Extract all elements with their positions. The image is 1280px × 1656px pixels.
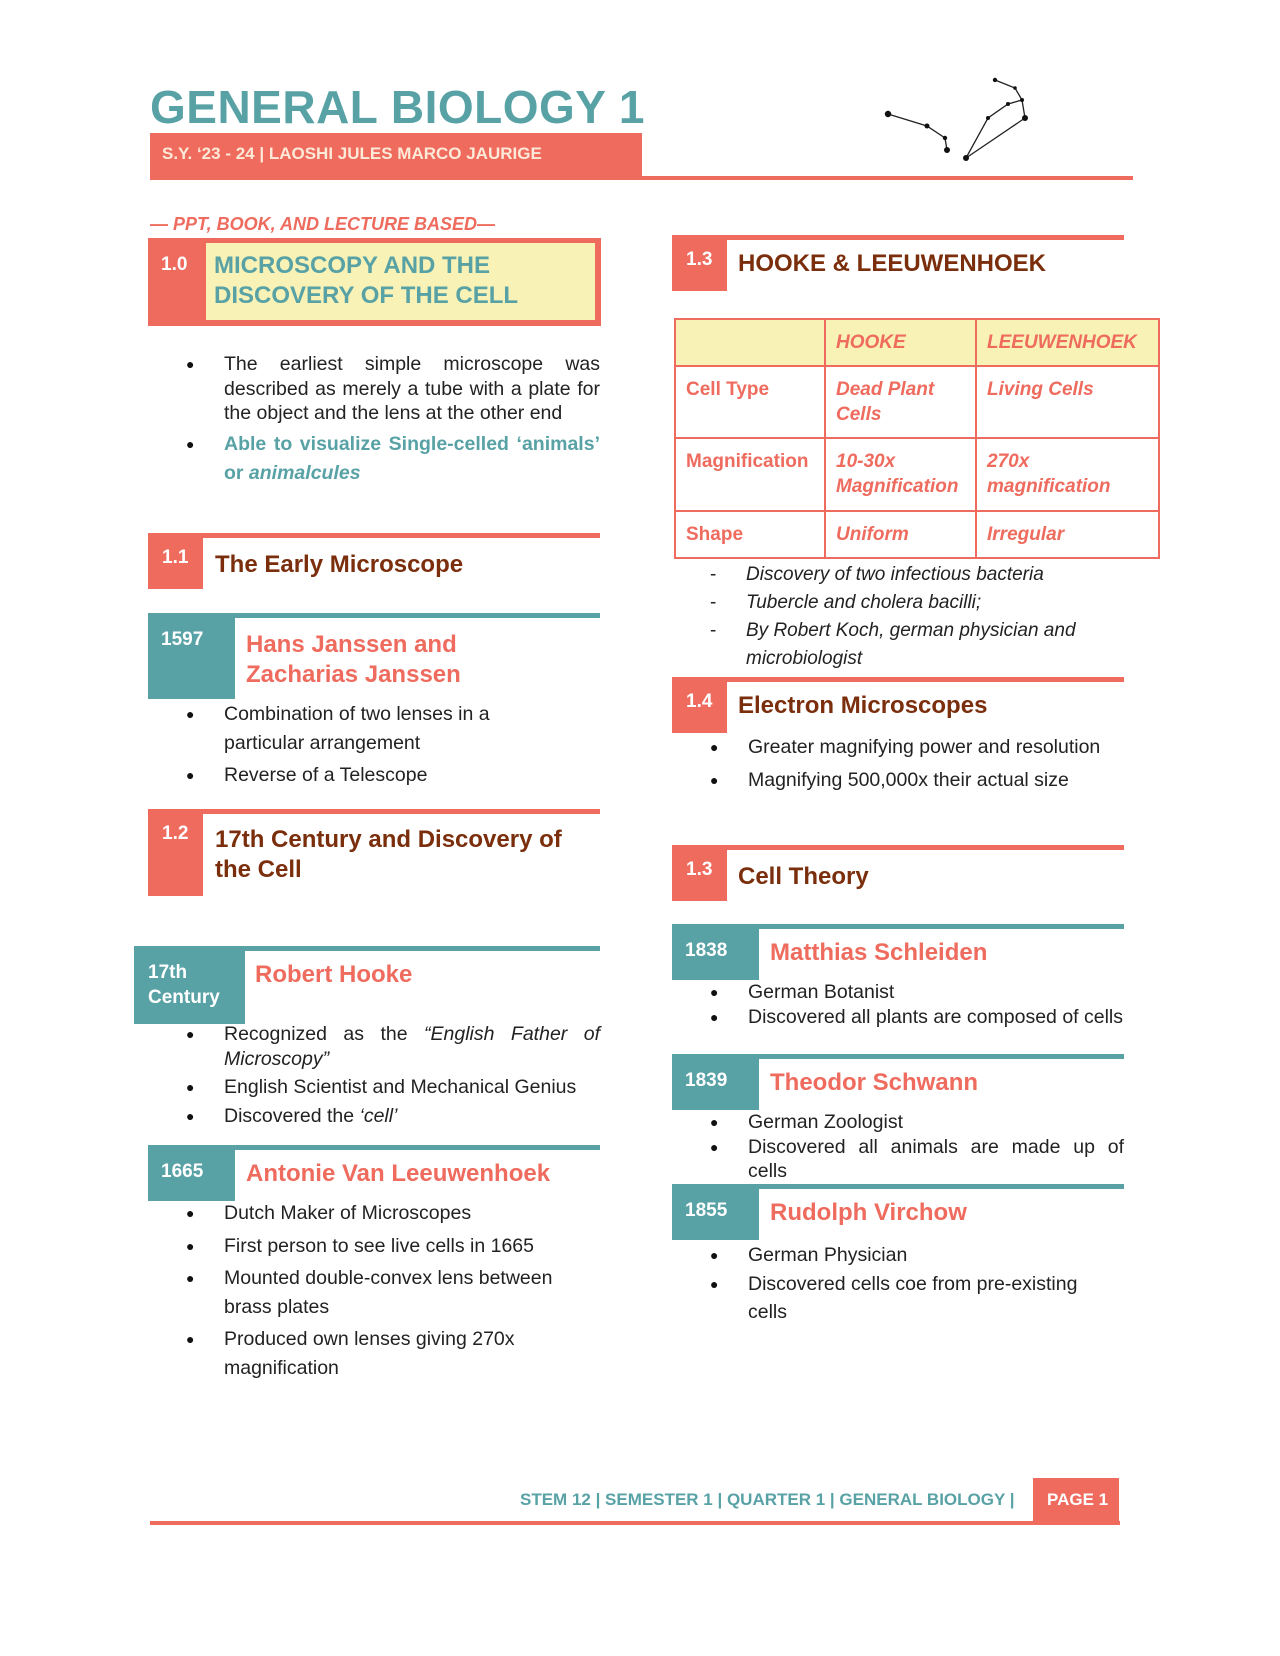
- section-number: 1.4: [672, 677, 727, 733]
- page-title: GENERAL BIOLOGY 1: [150, 81, 646, 133]
- list-item: ● Reverse of a Telescope: [186, 761, 516, 790]
- list-item: ● Discovered cells coe from pre-existing cells: [710, 1270, 1110, 1327]
- section-1-2-header: [148, 809, 600, 896]
- year-badge: 1597: [148, 613, 235, 699]
- list-item: ● English Scientist and Mechanical Genius: [186, 1075, 600, 1100]
- hooke-bullets: [186, 1022, 600, 1132]
- list-item: ● Produced own lenses giving 270x magnification: [186, 1325, 566, 1382]
- person-name: Rudolph Virchow: [770, 1199, 967, 1226]
- list-item: ● Mounted double-convex lens between brass plates: [186, 1264, 566, 1321]
- person-name: Antonie Van Leeuwenhoek: [246, 1160, 551, 1187]
- list-item: ● Discovered the ‘cell’: [186, 1104, 600, 1129]
- list-item: ● Dutch Maker of Microscopes: [186, 1199, 566, 1228]
- constellation-icon: [880, 74, 1060, 174]
- schwann-bullets: [710, 1110, 1124, 1188]
- list-item: ● Discovered all plants are composed of cells: [710, 1005, 1124, 1030]
- list-item: ● Discovered all animals are made up of cells: [710, 1135, 1124, 1184]
- person-header-janssen: [148, 613, 600, 699]
- table-header-cell: [675, 319, 825, 366]
- table-header-row: [675, 319, 1159, 366]
- section-1-4-header: [672, 677, 1124, 733]
- table-cell: Uniform: [825, 511, 976, 558]
- list-item: ● Able to visualize Single-celled ‘animals’ or animalcules: [186, 430, 600, 488]
- person-name: Robert Hooke: [255, 961, 413, 988]
- list-item: ● Recognized as the “English Father of Microscopy”: [186, 1022, 600, 1071]
- table-row: [675, 366, 1159, 438]
- source-note: — PPT, BOOK, AND LECTURE BASED—: [150, 214, 496, 234]
- virchow-bullets: [710, 1241, 1110, 1331]
- school-year-banner: S.Y. ‘23 - 24 | LAOSHI JULES MARCO JAURIGE: [150, 133, 642, 177]
- list-item: ● German Botanist: [710, 980, 1124, 1005]
- section-title: Electron Microscopes: [738, 692, 988, 719]
- schleiden-bullets: [710, 980, 1124, 1033]
- table-cell: Irregular: [976, 511, 1159, 558]
- table-row: [675, 511, 1159, 558]
- year-badge: 1665: [148, 1145, 235, 1201]
- table-header-cell: HOOKE: [825, 319, 976, 366]
- section-1-3-cell-theory-header: [672, 845, 1124, 901]
- header-divider: [150, 176, 1133, 180]
- list-item: ● German Zoologist: [710, 1110, 1124, 1135]
- person-name: Matthias Schleiden: [770, 939, 988, 966]
- comparison-table: [674, 318, 1160, 559]
- list-item: ● The earliest simple microscope was described as merely a tube with a plate for the object and the lens at the other end: [186, 352, 600, 426]
- year-badge: 1855: [672, 1184, 759, 1240]
- section-1-1-header: [148, 533, 600, 589]
- table-cell: Living Cells: [976, 366, 1159, 438]
- person-header-hooke: [134, 946, 600, 1024]
- section-number: 1.3: [672, 845, 727, 901]
- section-number: 1.2: [148, 809, 203, 896]
- page-number-badge: PAGE 1: [1033, 1478, 1119, 1524]
- list-item: ● Magnifying 500,000x their actual size: [710, 766, 1110, 795]
- section-title: Cell Theory: [738, 863, 869, 890]
- person-header-leeuwenhoek: [148, 1145, 600, 1201]
- list-item: ● German Physician: [710, 1241, 1110, 1270]
- list-item: - By Robert Koch, german physician and microbiologist: [710, 617, 1110, 673]
- section-title: The Early Microscope: [215, 551, 464, 578]
- section-number: 1.1: [148, 533, 203, 589]
- list-item: - Discovery of two infectious bacteria: [710, 561, 1110, 589]
- list-item: ● First person to see live cells in 1665: [186, 1232, 566, 1261]
- person-header-schleiden: [672, 924, 1124, 980]
- section-1-0-bullets: [186, 352, 600, 492]
- table-cell: Cell Type: [675, 366, 825, 438]
- table-cell: Shape: [675, 511, 825, 558]
- table-header-cell: LEEUWENHOEK: [976, 319, 1159, 366]
- leeuwenhoek-bullets: [186, 1199, 566, 1386]
- section-number: 1.3: [672, 235, 727, 291]
- table-row: [675, 438, 1159, 511]
- table-cell: 270x magnification: [976, 438, 1159, 511]
- section-title: MICROSCOPY AND THE DISCOVERY OF THE CELL: [214, 252, 519, 309]
- electron-microscope-bullets: [710, 733, 1110, 798]
- year-badge: 1838: [672, 924, 759, 980]
- list-item: ● Greater magnifying power and resolution: [710, 733, 1110, 762]
- section-title: 17th Century and Discovery of the Cell: [215, 826, 562, 883]
- table-cell: 10-30x Magnification: [825, 438, 976, 511]
- section-1-0-header: [148, 238, 601, 326]
- year-badge: 17th Century: [134, 946, 245, 1024]
- list-item: - Tubercle and cholera bacilli;: [710, 589, 1110, 617]
- person-name: Theodor Schwann: [770, 1069, 979, 1096]
- year-badge: 1839: [672, 1054, 759, 1110]
- table-cell: Dead Plant Cells: [825, 366, 976, 438]
- person-header-schwann: [672, 1054, 1124, 1110]
- section-title: HOOKE & LEEUWENHOEK: [738, 250, 1047, 277]
- section-1-3-hooke-leeuwenhoek-header: [672, 235, 1124, 291]
- koch-notes: [710, 561, 1110, 673]
- person-name: Hans Janssen and Zacharias Janssen: [246, 631, 461, 688]
- footer-course-info: STEM 12 | SEMESTER 1 | QUARTER 1 | GENERAL BIOLOGY |: [520, 1490, 1015, 1509]
- janssen-bullets: [186, 700, 516, 794]
- footer-divider: [150, 1521, 1120, 1525]
- list-item: ● Combination of two lenses in a particular arrangement: [186, 700, 516, 757]
- person-header-virchow: [672, 1184, 1124, 1240]
- section-number: 1.0: [161, 254, 188, 275]
- table-cell: Magnification: [675, 438, 825, 511]
